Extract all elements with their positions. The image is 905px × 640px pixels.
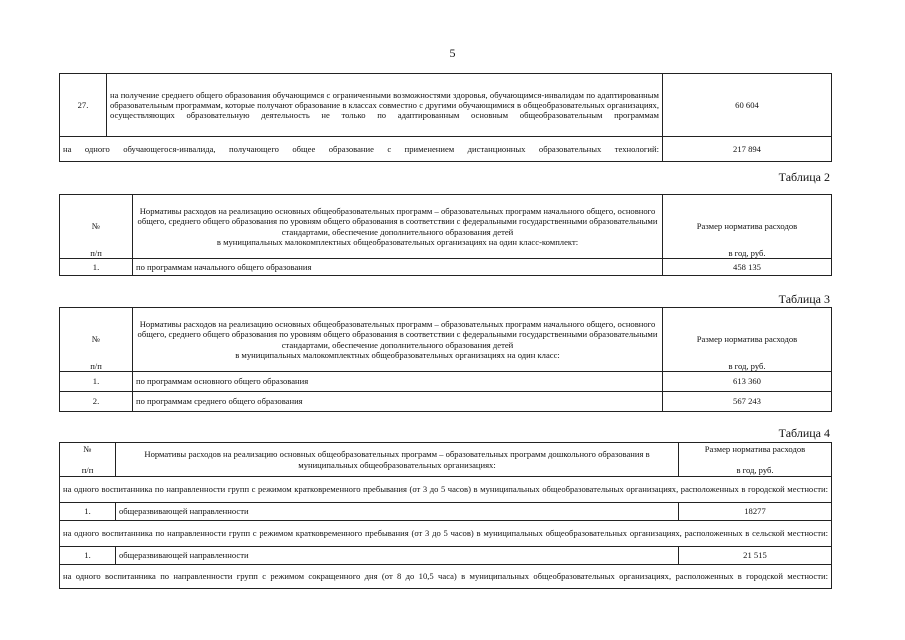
- table-header: [60, 195, 832, 259]
- row-value: 217 894: [663, 137, 832, 162]
- section-row: [60, 477, 832, 503]
- table-header: [60, 308, 832, 372]
- section-row: [60, 521, 832, 547]
- row-text: общеразвивающей направленности: [116, 503, 679, 521]
- row-value: 613 360: [663, 372, 832, 392]
- page-number: 5: [449, 46, 456, 60]
- header-size-unit: в год, руб.: [728, 360, 766, 371]
- table-row: [60, 547, 832, 565]
- row-value: 567 243: [663, 392, 832, 412]
- section-text: на одного воспитанника по направленности групп с режимом кратковременного пребывания (от 3 до 5 часов) в муниципальных общеобразовательных организациях, расположенных в городской местности:: [60, 477, 832, 503]
- row-text: по программам среднего общего образования: [133, 392, 663, 412]
- row-text: по программам начального общего образования: [133, 259, 663, 276]
- table-2-title: Таблица 2: [778, 170, 830, 184]
- row-text: по программам основного общего образования: [133, 372, 663, 392]
- header-number: №: [83, 444, 92, 454]
- table-1: [59, 73, 832, 162]
- section-row: [60, 565, 832, 589]
- row-value: 458 135: [663, 259, 832, 276]
- row-number: 1.: [60, 547, 116, 565]
- header-size: Размер норматива расходов: [704, 444, 806, 454]
- header-number-sub: п/п: [90, 360, 102, 371]
- table-3-title: Таблица 3: [778, 292, 830, 306]
- row-number: 1.: [60, 259, 133, 276]
- header-size-unit: в год, руб.: [728, 247, 766, 258]
- header-description-last: в муниципальных малокомплектных общеобразовательных организациях на один класс-комплект:: [216, 236, 579, 247]
- row-number: 1.: [60, 372, 133, 392]
- table-row: [60, 503, 832, 521]
- table-row: [60, 74, 832, 137]
- header-size-unit: в год, руб.: [736, 464, 774, 475]
- table-3: [59, 307, 832, 412]
- header-description: Нормативы расходов на реализацию основных общеобразовательных программ – образовательных программ начального общего, основного общего, среднего общего образования по уровням общего образования в соответствии с федеральными государственными образовательными стандартами, обеспечение дополнительного образования детей: [137, 319, 658, 350]
- table-row: [60, 392, 832, 412]
- table-row: [60, 259, 832, 276]
- table-4: [59, 442, 832, 589]
- header-number: №: [91, 334, 101, 345]
- header-number-sub: п/п: [81, 464, 94, 475]
- section-text: на одного воспитанника по направленности групп с режимом кратковременного пребывания (от 3 до 5 часов) в муниципальных общеобразовательных организациях, расположенных в сельской местности:: [60, 521, 832, 547]
- header-description: Нормативы расходов на реализацию основных общеобразовательных программ – образовательных программ дошкольного образования в муниципальных общеобразовательных организациях:: [116, 443, 679, 477]
- row-number: 2.: [60, 392, 133, 412]
- row-text: общеразвивающей направленности: [116, 547, 679, 565]
- table-2: [59, 194, 832, 276]
- row-number: 27.: [60, 74, 107, 137]
- header-size: Размер норматива расходов: [696, 221, 798, 232]
- row-number: 1.: [60, 503, 116, 521]
- row-text: на одного обучающегося-инвалида, получающего общее образование с применением дистанционных образовательных технологий:: [60, 137, 663, 162]
- table-4-title: Таблица 4: [778, 426, 830, 440]
- row-value: 60 604: [663, 74, 832, 137]
- header-size: Размер норматива расходов: [696, 334, 798, 345]
- header-number: №: [91, 221, 101, 232]
- table-header: [60, 443, 832, 477]
- table-row: [60, 137, 832, 162]
- header-number-sub: п/п: [90, 247, 102, 258]
- row-value: 21 515: [679, 547, 832, 565]
- row-value: 18277: [679, 503, 832, 521]
- table-row: [60, 372, 832, 392]
- section-text: на одного воспитанника по направленности групп с режимом сокращенного дня (от 8 до 10,5 часа) в муниципальных общеобразовательных организациях, расположенных в городской местности:: [60, 565, 832, 589]
- header-description: Нормативы расходов на реализацию основных общеобразовательных программ – образовательных программ начального общего, основного общего, среднего общего образования по уровням общего образования в соответствии с федеральными государственными образовательными стандартами, обеспечение дополнительного образования детей: [137, 206, 658, 237]
- row-text: на получение среднего общего образования обучающимся с ограниченными возможностями здоровья, обучающимся-инвалидам по адаптированным образовательным программам, которые получают образование в классах совместно с другими обучающимися в общеобразовательных организациях, осуществляющих образовательную деятельность не только по адаптированным основным общеобразовательным программам: [107, 74, 663, 137]
- header-description-last: в муниципальных малокомплектных общеобразовательных организациях на один класс:: [235, 349, 560, 360]
